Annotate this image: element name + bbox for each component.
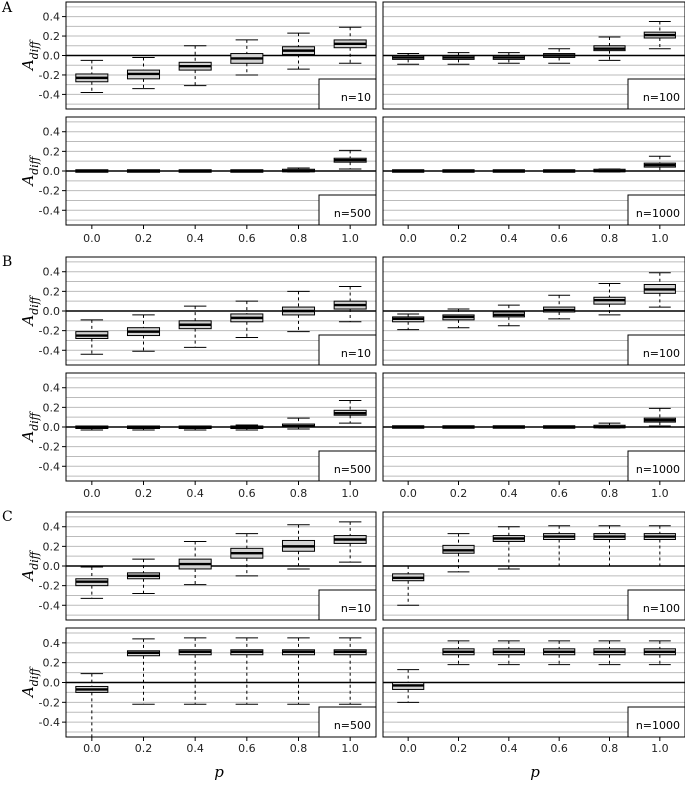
x-tick-label: 0.4: [186, 487, 204, 500]
panel-letter-c: C: [2, 509, 13, 525]
box-1.0: [644, 156, 675, 171]
y-tick-label: 0.0: [42, 49, 60, 63]
n-label: n=1000: [635, 207, 680, 220]
x-tick-label: 0.8: [289, 232, 308, 245]
box-0.6: [231, 301, 263, 337]
x-tick-label: 0.0: [83, 487, 101, 500]
y-tick-label: 0.0: [42, 676, 60, 690]
y-tick-label: 0.0: [42, 165, 60, 178]
box-0.6: [544, 641, 575, 665]
x-tick-label: 0.2: [134, 487, 153, 500]
y-tick-label: 0.4: [42, 636, 60, 650]
panel-a-n500: [19, 117, 376, 245]
box-0.6: [231, 40, 263, 75]
panel-a-n10: [19, 2, 376, 109]
x-tick-label: 0.4: [186, 742, 204, 755]
y-tick-label: 0.4: [42, 10, 60, 24]
y-tick-label: -0.2: [38, 696, 60, 710]
panel-c-n500: [19, 628, 376, 755]
box-0.0: [393, 670, 424, 703]
x-tick-label: 0.6: [238, 487, 256, 500]
x-axis-label-1: p: [214, 763, 224, 781]
x-tick-label: 0.4: [500, 232, 518, 245]
x-tick-label: 0.0: [83, 742, 101, 755]
x-tick-label: 0.2: [449, 232, 468, 245]
box-1.0: [334, 638, 366, 704]
y-tick-label: -0.4: [38, 716, 60, 730]
box-0.6: [231, 425, 263, 430]
panel-c-n1000: [383, 628, 685, 755]
y-tick-label: -0.4: [38, 204, 60, 218]
y-tick-label: 0.0: [42, 421, 60, 434]
y-axis-label-base: A: [19, 430, 37, 442]
y-tick-label: -0.2: [38, 184, 60, 198]
box-0.4: [493, 53, 524, 64]
y-tick-label: -0.2: [38, 579, 60, 593]
y-axis-label-subscript: diff: [28, 156, 41, 175]
box-0.4: [493, 426, 524, 429]
n-label: n=10: [340, 602, 371, 615]
box-0.6: [544, 49, 575, 64]
x-tick-label: 0.2: [449, 742, 468, 755]
y-tick-label: 0.4: [42, 265, 60, 279]
box-0.8: [282, 525, 314, 569]
box-0.6: [231, 534, 263, 576]
y-tick-label: -0.2: [38, 68, 60, 82]
x-tick-label: 0.8: [289, 742, 308, 755]
x-axis-label-2: p: [530, 763, 540, 781]
y-axis-label: [19, 294, 41, 327]
y-axis-label-subscript: diff: [28, 667, 41, 687]
y-axis-label-base: A: [19, 314, 37, 326]
x-tick-label: 0.6: [238, 232, 256, 245]
box-0.8: [594, 423, 625, 428]
x-tick-label: 1.0: [341, 742, 359, 755]
box-0.8: [282, 418, 314, 429]
panel-a-n1000: [383, 117, 685, 245]
y-axis-label-base: A: [19, 174, 37, 186]
box-0.2: [443, 309, 474, 328]
box-0.4: [179, 46, 211, 86]
panel-b-n100: [383, 257, 685, 365]
box-0.4: [493, 305, 524, 326]
x-tick-label: 0.6: [550, 487, 568, 500]
box-0.2: [127, 426, 159, 430]
y-tick-label: 0.0: [42, 560, 60, 573]
box-0.8: [282, 638, 314, 704]
box-0.8: [282, 33, 314, 69]
y-axis-label: [19, 549, 41, 582]
panel-b-n10: [19, 257, 376, 365]
n-label: n=10: [340, 347, 371, 360]
x-tick-label: 0.4: [186, 232, 204, 245]
y-axis-label: [19, 154, 41, 187]
box-0.2: [443, 426, 474, 429]
panel-letter-a: A: [2, 0, 13, 16]
box-1.0: [334, 400, 366, 423]
x-tick-label: 0.8: [289, 487, 308, 500]
y-axis-label-subscript: diff: [28, 296, 41, 315]
x-tick-label: 0.8: [600, 742, 619, 755]
x-tick-label: 0.2: [134, 742, 153, 755]
x-tick-label: 0.4: [500, 487, 518, 500]
x-tick-label: 0.0: [399, 487, 417, 500]
n-label: n=1000: [635, 463, 680, 476]
x-tick-label: 0.2: [449, 487, 468, 500]
box-0.0: [393, 170, 424, 173]
n-label: n=100: [642, 602, 680, 615]
n-label: n=500: [333, 463, 371, 476]
panel-c-n100: [383, 512, 685, 620]
box-1.0: [644, 21, 675, 48]
y-tick-label: 0.2: [42, 401, 60, 415]
n-label: n=100: [642, 91, 680, 104]
y-tick-label: -0.2: [38, 440, 60, 454]
x-tick-label: 1.0: [341, 487, 359, 500]
y-tick-label: 0.2: [42, 540, 60, 554]
y-tick-label: -0.4: [38, 460, 60, 474]
box-0.2: [127, 170, 159, 173]
y-axis-label-base: A: [19, 59, 37, 71]
n-label: n=100: [642, 347, 680, 360]
box-0.4: [493, 527, 524, 569]
n-label: n=1000: [635, 719, 680, 732]
box-0.6: [544, 295, 575, 319]
box-1.0: [644, 641, 675, 665]
panel-c-n10: [19, 512, 376, 620]
box-0.0: [76, 170, 108, 173]
x-tick-label: 0.6: [550, 232, 568, 245]
box-0.2: [127, 559, 159, 593]
x-tick-label: 0.0: [83, 232, 101, 245]
box-0.8: [282, 168, 314, 172]
y-tick-label: -0.4: [38, 344, 60, 358]
box-0.0: [393, 426, 424, 429]
x-tick-label: 1.0: [341, 232, 359, 245]
y-axis-label-subscript: diff: [28, 551, 41, 570]
panel-letter-b: B: [2, 254, 13, 270]
x-tick-label: 0.2: [134, 232, 153, 245]
box-0.2: [443, 53, 474, 65]
x-tick-label: 1.0: [651, 742, 669, 755]
box-0.4: [179, 306, 211, 347]
box-0.0: [76, 320, 108, 354]
box-0.6: [544, 170, 575, 173]
box-0.4: [179, 170, 211, 173]
y-tick-label: 0.0: [42, 305, 60, 318]
panel-b-n1000: [383, 373, 685, 500]
box-0.6: [231, 638, 263, 704]
y-tick-label: 0.4: [42, 520, 60, 534]
panel-a-n100: [383, 2, 685, 109]
y-tick-label: -0.4: [38, 599, 60, 613]
y-tick-label: 0.4: [42, 381, 60, 395]
x-tick-label: 0.8: [600, 487, 619, 500]
box-1.0: [334, 150, 366, 169]
y-axis-label-base: A: [19, 569, 37, 581]
box-0.4: [179, 638, 211, 704]
box-0.4: [179, 541, 211, 584]
box-0.4: [493, 641, 524, 665]
box-0.4: [493, 170, 524, 173]
n-label: n=500: [333, 719, 371, 732]
box-0.2: [443, 170, 474, 173]
x-tick-label: 0.0: [399, 232, 417, 245]
y-axis-label: [19, 39, 41, 72]
y-axis-label: [19, 410, 41, 443]
box-0.6: [544, 426, 575, 429]
n-label: n=10: [340, 91, 371, 104]
box-0.0: [76, 426, 108, 430]
box-0.0: [76, 567, 108, 598]
x-tick-label: 0.6: [238, 742, 256, 755]
y-axis-label-subscript: diff: [28, 40, 41, 60]
y-tick-label: 0.2: [42, 30, 60, 44]
n-label: n=500: [333, 207, 371, 220]
panel-b-n500: [19, 373, 376, 500]
x-tick-label: 0.4: [500, 742, 518, 755]
x-tick-label: 0.8: [600, 232, 619, 245]
y-tick-label: -0.4: [38, 88, 60, 102]
y-tick-label: 0.2: [42, 285, 60, 299]
x-tick-label: 0.6: [550, 742, 568, 755]
y-tick-label: -0.2: [38, 324, 60, 338]
box-0.2: [127, 639, 159, 704]
y-axis-label-base: A: [19, 686, 37, 698]
box-0.0: [393, 54, 424, 65]
x-tick-label: 1.0: [651, 487, 669, 500]
y-tick-label: 0.2: [42, 145, 60, 159]
box-0.8: [594, 169, 625, 172]
box-1.0: [334, 27, 366, 63]
box-0.2: [127, 57, 159, 88]
box-0.4: [179, 426, 211, 430]
box-0.8: [282, 291, 314, 331]
y-axis-label-subscript: diff: [28, 412, 41, 431]
box-0.6: [231, 170, 263, 173]
y-tick-label: 0.2: [42, 656, 60, 670]
y-tick-label: 0.4: [42, 125, 60, 139]
box-1.0: [644, 273, 675, 307]
x-tick-label: 0.0: [399, 742, 417, 755]
x-tick-label: 1.0: [651, 232, 669, 245]
box-0.0: [393, 314, 424, 330]
y-axis-label: [19, 666, 41, 699]
box-0.8: [594, 641, 625, 665]
box-0.8: [594, 37, 625, 60]
box-0.2: [443, 641, 474, 665]
